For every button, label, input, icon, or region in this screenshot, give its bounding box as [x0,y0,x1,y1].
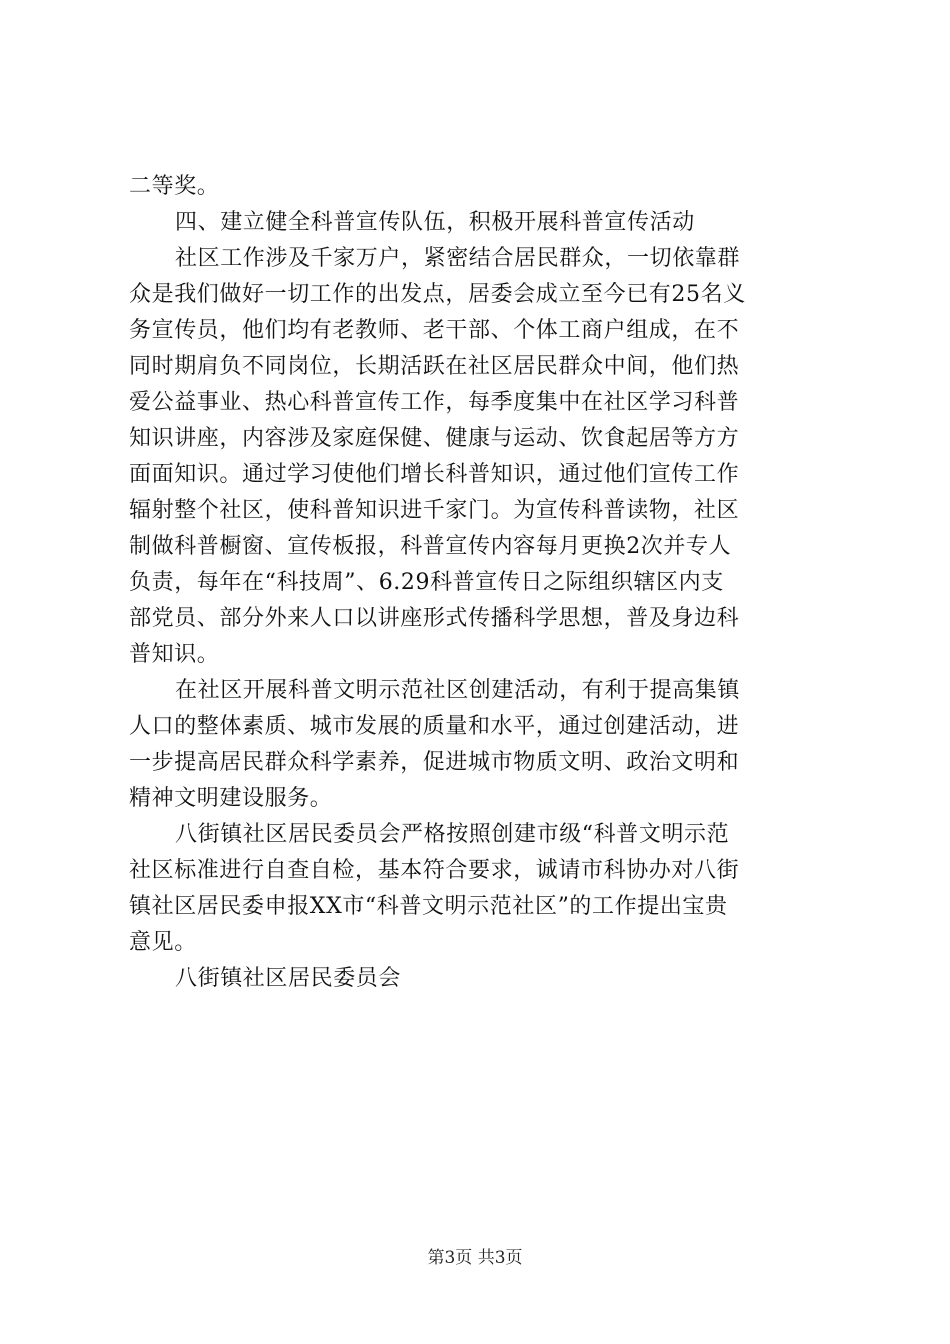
text-line: 八街镇社区居民委员会严格按照创建市级“科普文明示范 [175,822,730,847]
signature-line: 八街镇社区居民委员会 [175,966,402,991]
text-line: 镇社区居民委申报XX市“科普文明示范社区”的工作提出宝贵 [129,894,728,919]
page-number: 第3页 共3页 [427,1248,523,1268]
text-line: 众是我们做好一切工作的出发点，居委会成立至今已有25名义 [129,282,746,307]
text-line: 知识讲座，内容涉及家庭保健、健康与运动、饮食起居等方方 [129,426,740,451]
text-line: 在社区开展科普文明示范社区创建活动，有利于提高集镇 [175,678,741,703]
text-line: 一步提高居民群众科学素养，促进城市物质文明、政治文明和 [129,750,740,775]
text-line: 制做科普橱窗、宣传板报，科普宣传内容每月更换2次并专人 [129,534,732,559]
text-line: 人口的整体素质、城市发展的质量和水平，通过创建活动，进 [129,714,740,739]
text-line: 务宣传员，他们均有老教师、老干部、个体工商户组成，在不 [129,318,740,343]
text-line: 社区标准进行自查自检，基本符合要求，诚请市科协办对八街 [129,858,740,883]
text-line: 社区工作涉及千家万户，紧密结合居民群众，一切依靠群 [175,246,741,271]
text-line: 爱公益事业、热心科普宣传工作，每季度集中在社区学习科普 [129,390,740,415]
text-line: 普知识。 [129,642,220,667]
text-line: 二等奖。 [129,174,220,199]
text-line: 面面知识。通过学习使他们增长科普知识，通过他们宣传工作 [129,462,740,487]
text-line: 负责，每年在“科技周”、6.29科普宣传日之际组织辖区内支 [129,570,724,595]
text-line: 辐射整个社区，使科普知识进千家门。为宣传科普读物，社区 [129,498,740,523]
section-heading: 四、建立健全科普宣传队伍，积极开展科普宣传活动 [175,210,695,235]
text-line: 精神文明建设服务。 [129,786,333,811]
text-line: 部党员、部分外来人口以讲座形式传播科学思想，普及身边科 [129,606,740,631]
text-line: 意见。 [129,930,197,955]
text-line: 同时期肩负不同岗位，长期活跃在社区居民群众中间，他们热 [129,354,740,379]
